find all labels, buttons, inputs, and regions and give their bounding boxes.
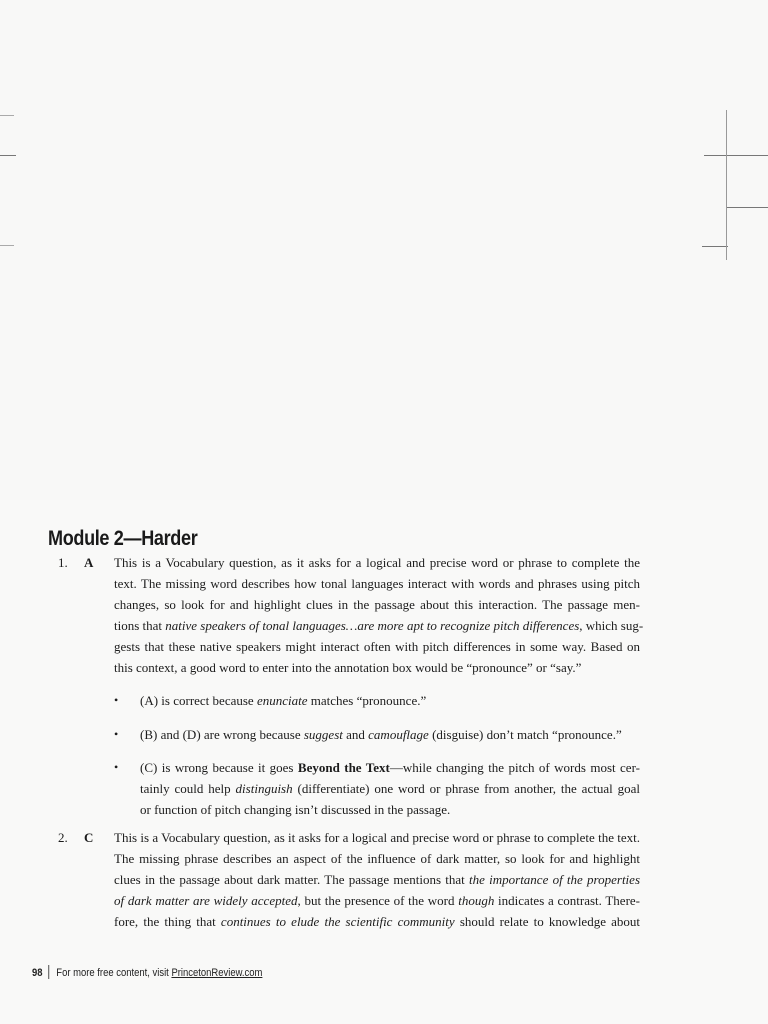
footer-divider	[49, 965, 50, 979]
text-line: (C) is wrong because it goes Beyond the Text—while changing the pitch of words most cer-	[140, 760, 640, 775]
bullet-item	[140, 724, 640, 745]
answer-letter: A	[84, 555, 94, 570]
text-line: fore, the thing that continues to elude the scientific community should relate to knowledge about	[114, 914, 641, 929]
bullet-item	[140, 757, 640, 820]
text-line: changes, so look for and highlight clues in the passage about this interaction. The passage men-	[114, 597, 640, 612]
text-line: The missing phrase describes an aspect of the influence of dark matter, so look for and highlight	[114, 851, 640, 866]
bullet-marker: •	[114, 727, 119, 741]
footer-text: For more free content, visit	[56, 967, 172, 979]
text-line: (A) is correct because enunciate matches “pronounce.”	[140, 693, 427, 708]
princeton-review-link[interactable]: PrincetonReview.com	[171, 967, 263, 979]
question-number: 2.	[58, 830, 68, 845]
bullet-marker: •	[114, 760, 119, 774]
text-line: gests that these native speakers might interact often with pitch differences in some way. Based on	[114, 639, 640, 654]
text-line: tainly could help distinguish (differentiate) one word or phrase from another, the actual goal	[140, 781, 640, 796]
explanation-paragraph	[114, 827, 640, 932]
explanation-paragraph	[114, 552, 644, 678]
page-number: 98	[32, 967, 43, 979]
text-line: clues in the passage about dark matter. The passage mentions that the importance of the properties	[114, 872, 641, 887]
answer-letter: C	[84, 830, 94, 845]
text-line: (B) and (D) are wrong because suggest and camouflage (disguise) don’t match “pronounce.”	[140, 727, 622, 742]
text-line: or function of pitch changing isn’t discussed in the passage.	[140, 802, 451, 817]
crop-mark	[0, 245, 14, 246]
crop-mark	[704, 155, 768, 156]
crop-mark	[0, 115, 14, 116]
text-line: This is a Vocabulary question, as it asks for a logical and precise word or phrase to complete the text.	[114, 830, 640, 845]
crop-mark	[702, 246, 728, 247]
text-line: text. The missing word describes how tonal languages interact with words and phrases using pitch	[114, 576, 640, 591]
bullet-item	[140, 690, 640, 711]
text-line: this context, a good word to enter into the annotation box would be “pronounce” or “say.”	[114, 660, 582, 675]
crop-mark	[0, 155, 16, 156]
text-line: of dark matter are widely accepted, but the presence of the word though indicates a contrast. There-	[114, 893, 641, 908]
crop-mark	[726, 207, 768, 208]
section-heading: Module 2—Harder	[48, 527, 198, 550]
blank-upper-area	[0, 0, 768, 500]
question-number: 1.	[58, 555, 68, 570]
page-footer	[32, 965, 262, 979]
crop-mark	[726, 110, 727, 260]
bullet-marker: •	[114, 693, 119, 707]
text-line: tions that native speakers of tonal languages…are more apt to recognize pitch differences, which sug-	[114, 618, 644, 633]
text-line: This is a Vocabulary question, as it asks for a logical and precise word or phrase to complete the	[114, 555, 640, 570]
